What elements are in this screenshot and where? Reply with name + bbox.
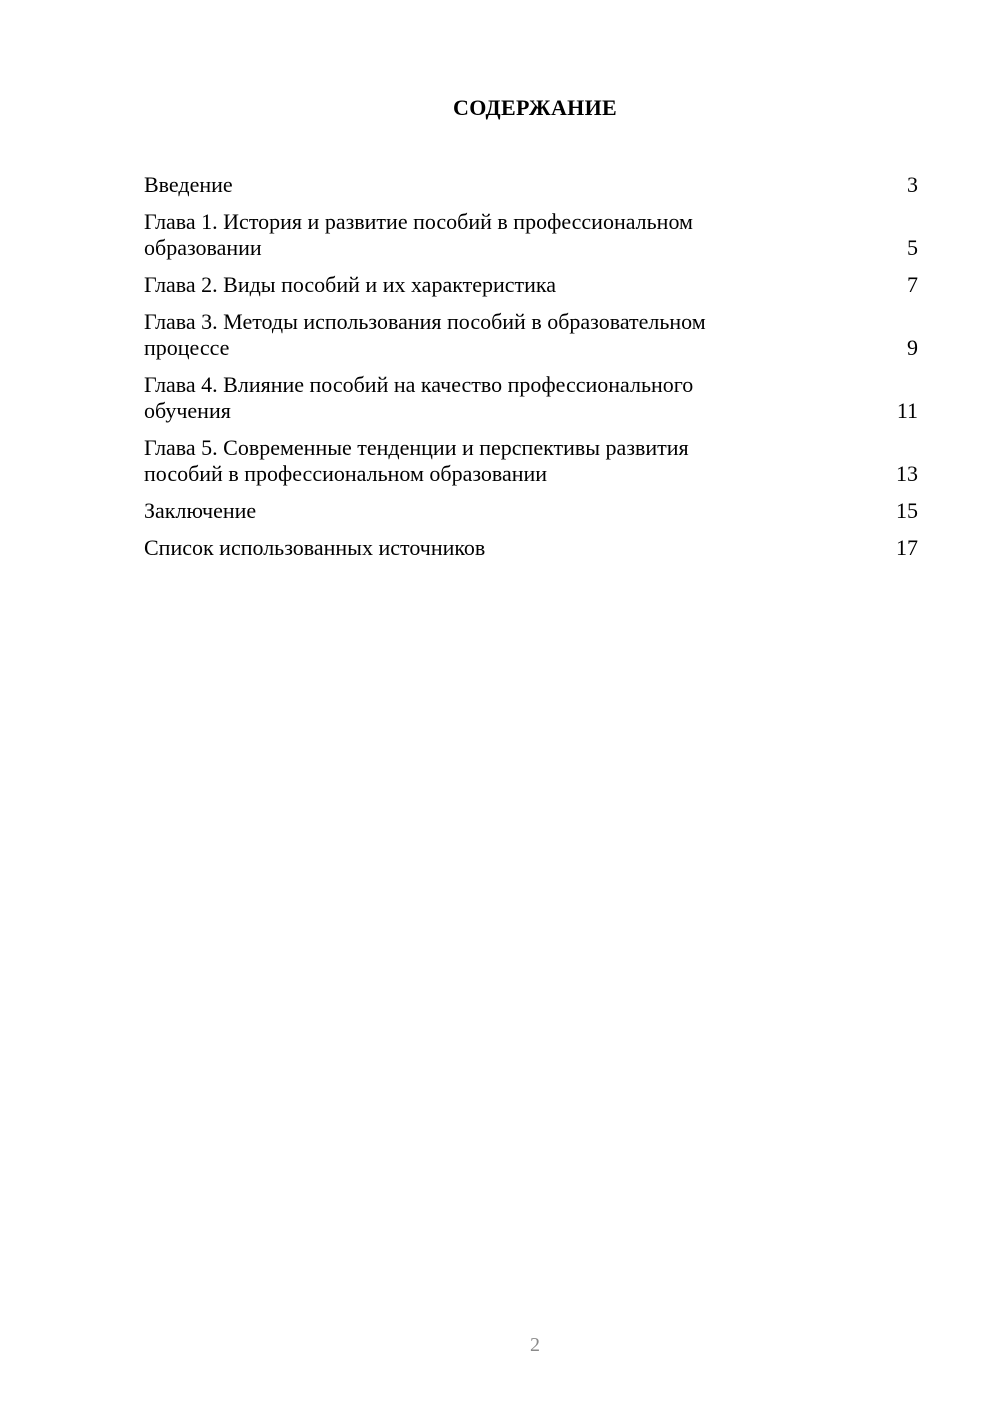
toc-entry-page-number: 9 (907, 335, 918, 360)
toc-entry-conclusion (144, 498, 918, 524)
toc-entry-page-number: 17 (896, 535, 918, 560)
toc-entry-line: Заключение (144, 498, 257, 523)
toc-entry-title (144, 272, 556, 298)
page-title: СОДЕРЖАНИЕ (453, 95, 617, 120)
toc-entry-line: образовании (144, 235, 262, 260)
toc-entry-chapter-1 (144, 209, 918, 261)
toc-entry-line: Глава 4. Влияние пособий на качество профессионального (144, 372, 694, 397)
toc-entry-introduction (144, 172, 918, 198)
toc-entry-title (144, 535, 485, 561)
page-number: 2 (530, 1334, 540, 1356)
toc-entry-chapter-3 (144, 309, 918, 361)
toc-entry-title (144, 172, 233, 198)
toc-entry-line: Глава 1. История и развитие пособий в профессиональном (144, 209, 693, 234)
toc-entry-title (144, 309, 706, 361)
toc-entry-page-number: 15 (896, 498, 918, 523)
toc-entry-line: процессе (144, 335, 230, 360)
toc-entry-title (144, 372, 693, 424)
toc-entry-chapter-4 (144, 372, 918, 424)
table-of-contents (144, 172, 918, 572)
toc-entry-page-number: 5 (907, 235, 918, 260)
toc-entry-page-number: 7 (907, 272, 918, 297)
toc-entry-line: Глава 3. Методы использования пособий в образовательном (144, 309, 706, 334)
toc-entry-references (144, 535, 918, 561)
toc-entry-page-number: 11 (896, 398, 918, 423)
toc-entry-line: Список использованных источников (144, 535, 486, 560)
toc-entry-page-number: 3 (907, 172, 918, 197)
toc-entry-page-number: 13 (896, 461, 918, 486)
toc-entry-line: Глава 2. Виды пособий и их характеристика (144, 272, 557, 297)
toc-entry-line: пособий в профессиональном образовании (144, 461, 548, 486)
toc-entry-title (144, 209, 693, 261)
toc-entry-title (144, 498, 256, 524)
toc-entry-line: Глава 5. Современные тенденции и перспективы развития (144, 435, 689, 460)
toc-entry-chapter-2 (144, 272, 918, 298)
toc-entry-title (144, 435, 689, 487)
toc-entry-line: обучения (144, 398, 231, 423)
toc-entry-line: Введение (144, 172, 233, 197)
toc-entry-chapter-5 (144, 435, 918, 487)
